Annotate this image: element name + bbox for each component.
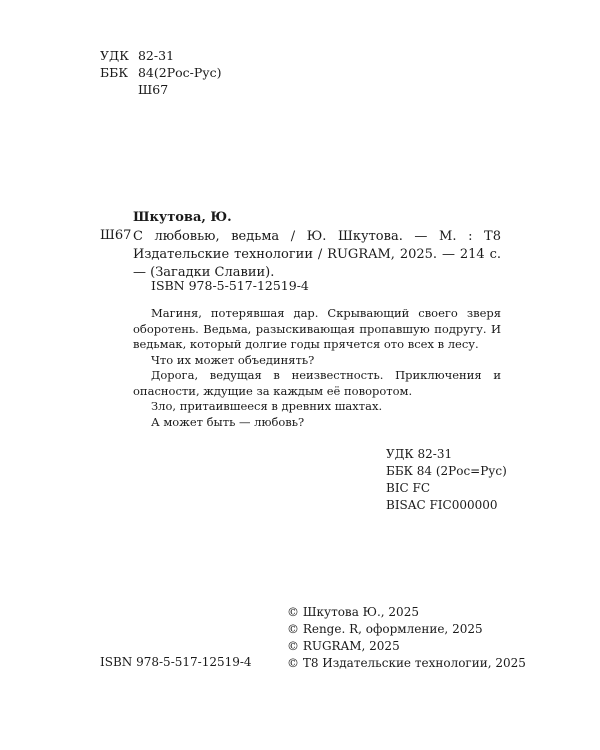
annotation-paragraph: Дорога, ведущая в неизвестность. Приключения и опасности, ждущие за каждым её поворотом.: [133, 368, 501, 398]
classification-right: [386, 446, 507, 514]
annotation-paragraph: Зло, притаившееся в древних шахтах.: [151, 399, 383, 413]
isbn-bottom: ISBN 978-5-517-12519-4: [100, 655, 252, 669]
annotation: [133, 306, 501, 430]
annotation-paragraph: Магиня, потерявшая дар. Скрывающий своего зверя оборотень. Ведьма, разыскивающая пропавшую подругу. И ведьмак, который долгие годы прячется ото всех в лесу.: [133, 306, 501, 351]
author-mark-row: [100, 82, 168, 98]
author-heading: Шкутова, Ю.: [133, 210, 232, 225]
copyright-line: © Шкутова Ю., 2025: [287, 605, 419, 619]
author-mark-value: Ш67: [137, 82, 169, 97]
cls-right-udk: УДК 82-31: [386, 447, 453, 461]
udk-value: 82-31: [137, 48, 175, 63]
copyright-line: © Renge. R, оформление, 2025: [287, 622, 483, 636]
cls-right-bbk: ББК 84 (2Рос=Рус): [386, 464, 507, 478]
bbk-row: [100, 65, 222, 81]
cls-right-bisac: BISAC FIC000000: [386, 498, 498, 512]
annotation-paragraph: А может быть — любовь?: [151, 414, 305, 429]
bbk-value: 84(2Рос-Рус): [137, 65, 222, 80]
cls-right-bic: BIC FC: [386, 481, 431, 495]
isbn-top: ISBN 978-5-517-12519-4: [151, 278, 309, 293]
udk-label: УДК: [100, 48, 129, 63]
bbk-label: ББК: [100, 65, 129, 80]
annotation-paragraph: Что их может объединять?: [151, 352, 315, 367]
copyright-line: © Т8 Издательские технологии, 2025: [287, 656, 526, 670]
udk-row: [100, 48, 174, 64]
bibliographic-description: С любовью, ведьма / Ю. Шкутова. — М. : Т8 Издательские технологии / RUGRAM, 2025. — 214 с. — (Загадки Славии).: [133, 229, 501, 280]
author-code: Ш67: [100, 228, 132, 243]
copyright-line: © RUGRAM, 2025: [287, 639, 400, 653]
copyright-block: [287, 604, 526, 672]
